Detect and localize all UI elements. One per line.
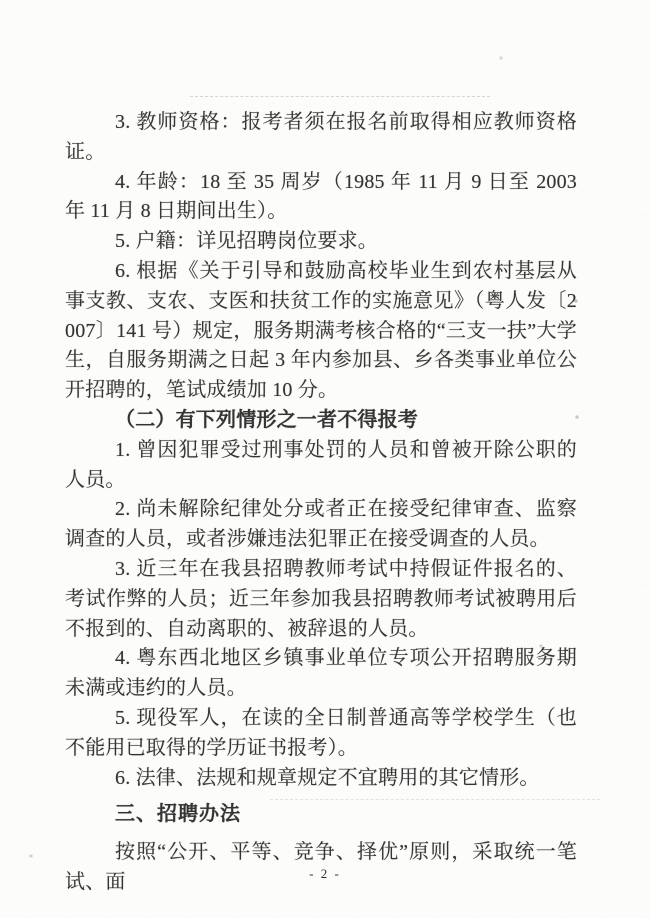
section-heading: （二）有下列情形之一者不得报考 — [115, 408, 418, 431]
paragraph: 3. 近三年在我县招聘教师考试中持假证件报名的、考试作弊的人员；近三年参加我县招聘教师考试被聘用后不报到的、自动离职的、被辞退的人员。 — [65, 557, 577, 640]
paragraph: 4. 年龄：18 至 35 周岁（1985 年 11 月 9 日至 2003 年 11 月 8 日期间出生）。 — [65, 170, 577, 223]
paragraph: 5. 现役军人，在读的全日制普通高等学校学生（也不能用已取得的学历证书报考）。 — [65, 706, 577, 759]
paragraph: 1. 曾因犯罪受过刑事处罚的人员和曾被开除公职的人员。 — [65, 438, 577, 491]
paragraph: 2. 尚未解除纪律处分或者正在接受纪律审查、监察调查的人员，或者涉嫌违法犯罪正在接受调查的人员。 — [65, 498, 577, 551]
document-body — [65, 108, 577, 898]
paragraph: 按照“公开、平等、竞争、择优”原则，采取统一笔试、面 — [65, 841, 577, 893]
paragraph: 3. 教师资格：报考者须在报名前取得相应教师资格证。 — [65, 111, 577, 163]
scan-speck-dots — [0, 0, 2, 2]
paragraph: 6. 根据《关于引导和鼓励高校毕业生到农村基层从事支教、支农、支医和扶贫工作的实施意见》（粤人发〔2007〕141 号）规定，服务期满考核合格的“三支一扶”大学生，自服务期满之日起 3 年内参加县、乡各类事业单位公开招聘的，笔试成绩加 10 分。 — [65, 259, 577, 402]
paragraph: 4. 粤东西北地区乡镇事业单位专项公开招聘服务期未满或违约的人员。 — [65, 647, 577, 700]
scan-artifact-line — [190, 96, 490, 97]
paragraph: 6. 法律、法规和规章规定不宜聘用的其它情形。 — [115, 766, 540, 789]
page-number: - 2 - — [309, 866, 341, 881]
section-heading: 三、招聘办法 — [115, 803, 241, 826]
paragraph: 5. 户籍：详见招聘岗位要求。 — [115, 230, 378, 253]
